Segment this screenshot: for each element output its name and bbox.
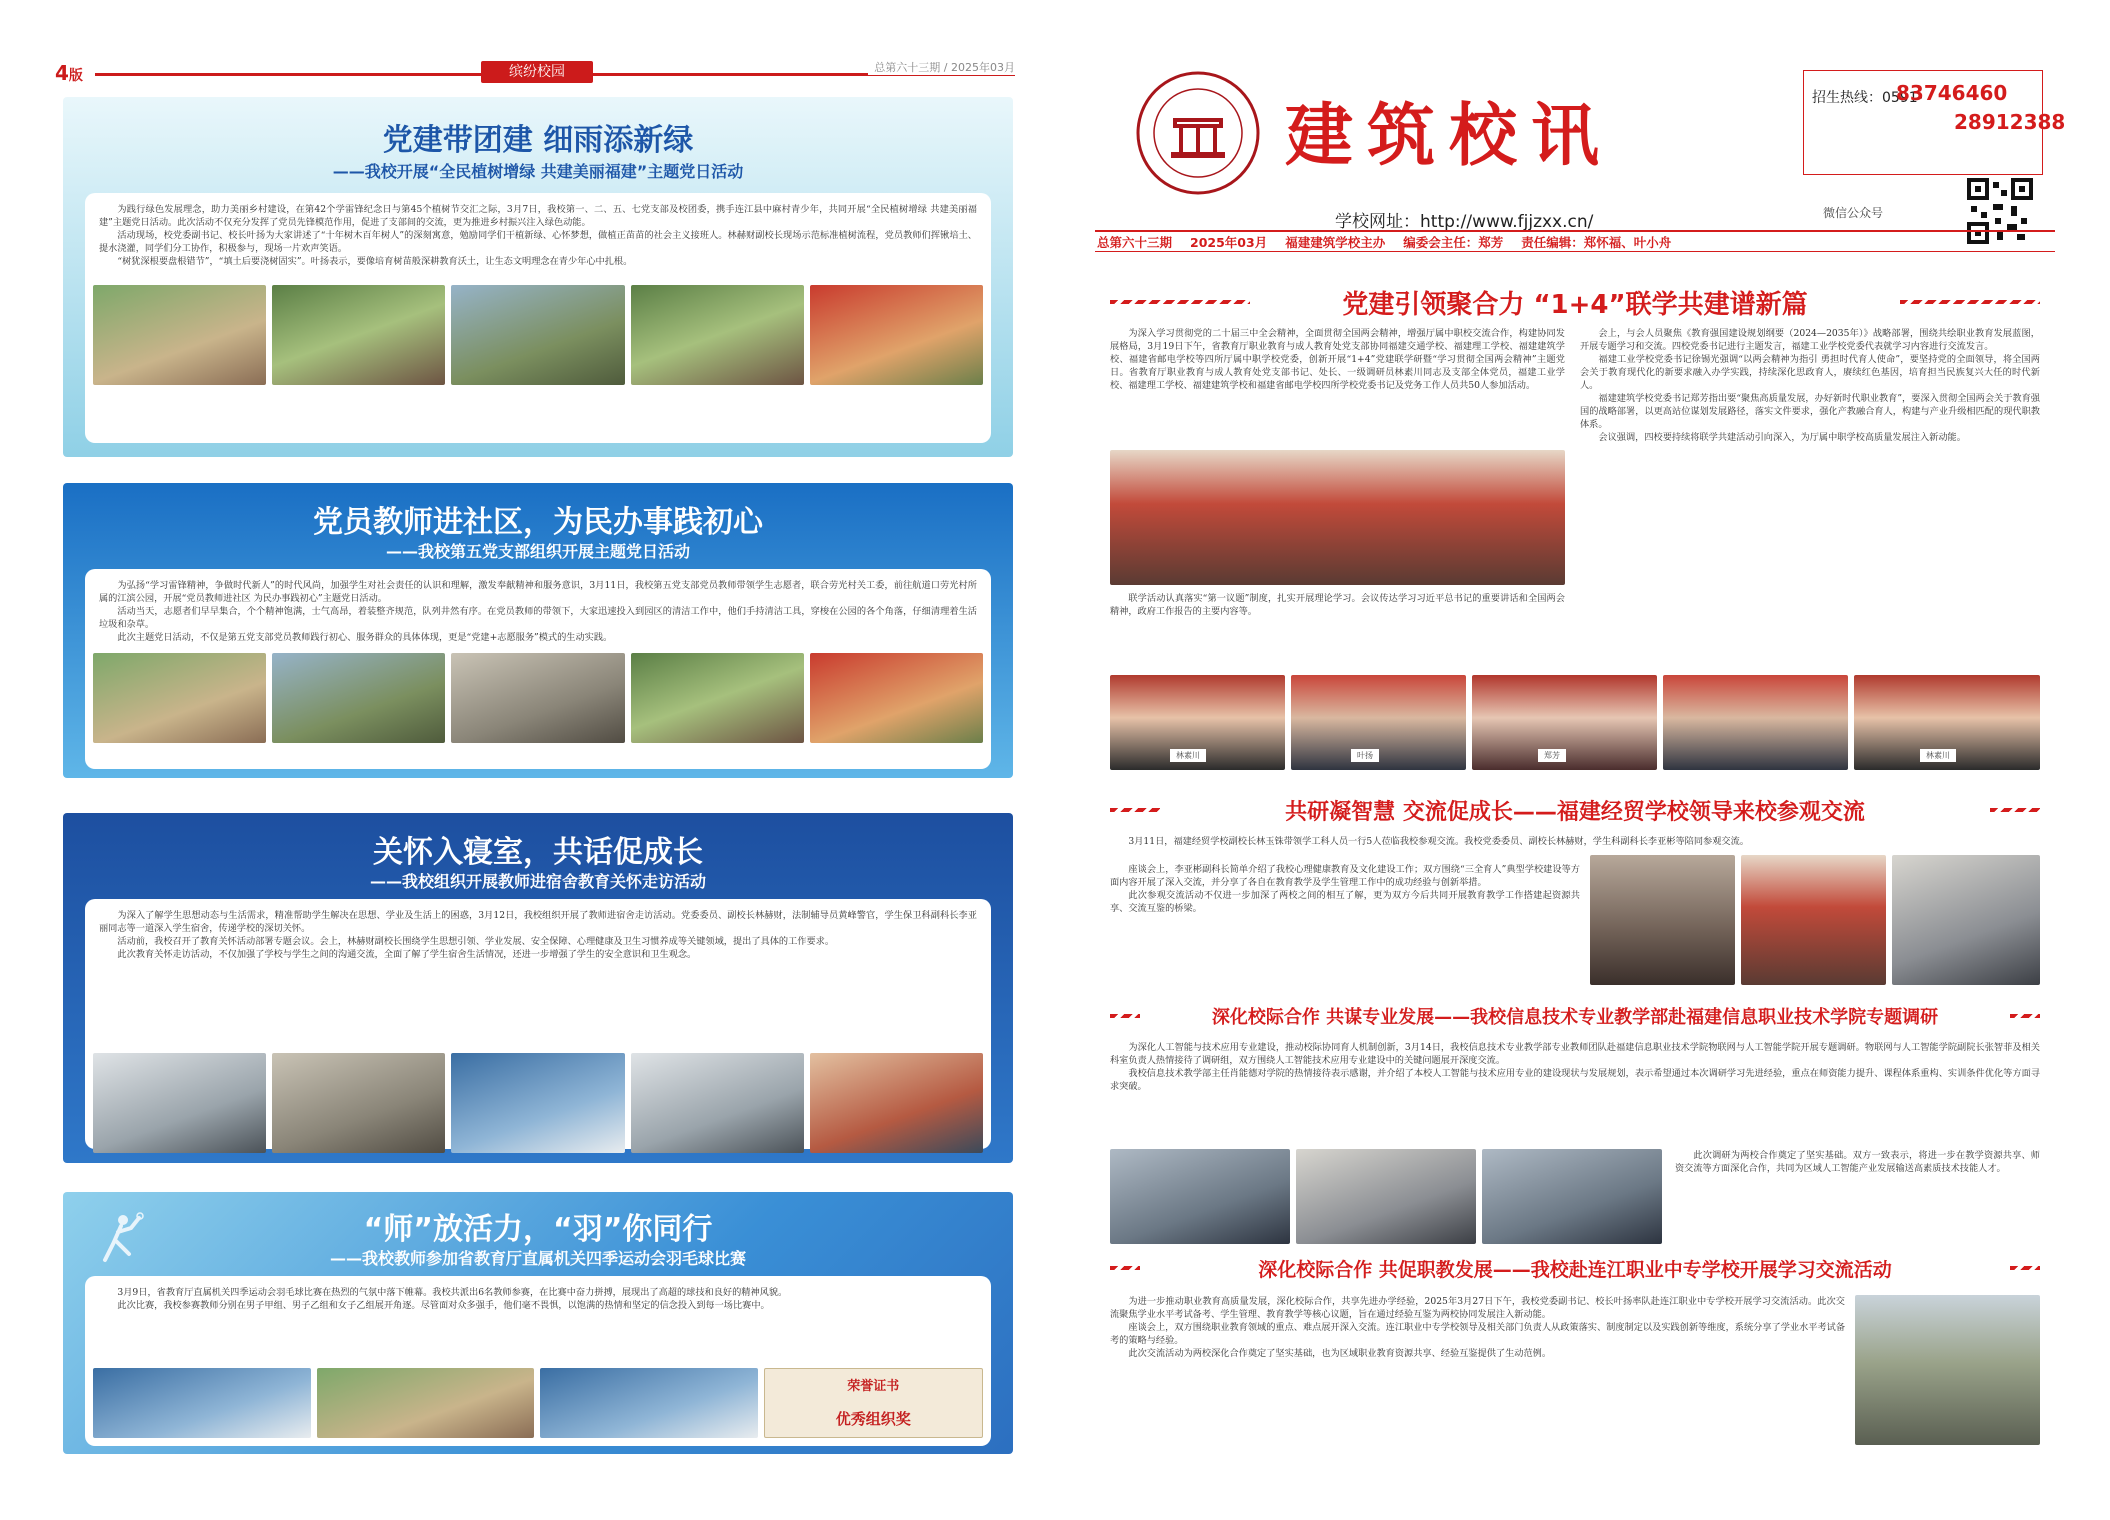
photo-lab-3 xyxy=(1482,1149,1662,1244)
editors: 责任编辑：郑怀福、叶小舟 xyxy=(1521,234,1672,250)
article-tree-planting xyxy=(63,97,1013,457)
paragraph: 为深入学习贯彻党的二十届三中全会精神，全面贯彻全国两会精神，增强厅属中职校交流合作，构建协同发展格局，3月19日下午，省教育厅职业教育与成人教育处党支部协同福建交通学校、福建理工学校、福建建筑学校、福建省邮电学校等四所厅属中职学校党委，创新开展“1+4”党建联学研暨“学习贯彻全国两会精神”主题党日。省教育厅职业教育与成人教育处党支部书记、处长、一级调研员林素川同志及支部全体党员，福建工业学校、福建理工学校、福建建筑学校和福建省邮电学校四所学校党委书记及党务工作人员共50人参加活动。 xyxy=(1110,328,1565,391)
photo xyxy=(451,653,624,743)
headline-stripe xyxy=(1110,1014,1140,1018)
paragraph: 座谈会上，双方围绕职业教育领域的重点、难点展开深入交流。连江职业中专学校领导及相关部门负责人从政策落实、制度制定以及实践创新等维度，系统分享了学业水平考试备考的策略与经验。 xyxy=(1110,1322,1846,1346)
headline-stripe xyxy=(1110,300,1250,304)
photo-speaker-3: 郑芳 xyxy=(1472,675,1657,770)
left-page xyxy=(55,55,1015,1455)
hotline-number-2: 28912388 xyxy=(1954,110,2066,134)
right-page xyxy=(1095,55,2066,1455)
paragraph: 此次比赛，我校参赛教师分别在男子甲组、男子乙组和女子乙组展开角逐。尽管面对众多强手，他们毫不畏惧，以饱满的热情和坚定的信念投入到每一场比赛中。 xyxy=(117,1300,770,1311)
article-community-service xyxy=(63,483,1013,778)
photo xyxy=(272,1053,445,1153)
photo xyxy=(810,653,983,743)
photo xyxy=(272,285,445,385)
headline-stripe xyxy=(2010,1014,2040,1018)
paragraph: 为弘扬“学习雷锋精神，争做时代新人”的时代风尚，加强学生对社会责任的认识和理解，激发奉献精神和服务意识，3月11日，我校第五党支部党员教师带领学生志愿者，联合劳光村关工委，前往航道口劳光村所属的江滨公园，开展“党员教师进社区 为民办事践初心”主题党日活动。 xyxy=(99,580,977,604)
hotline-number-1: 83746460 xyxy=(1896,81,2008,105)
paragraph: 活动前，我校召开了教育关怀活动部署专题会议。会上，林赫财副校长围绕学生思想引领、学业发展、安全保障、心理健康及卫生习惯养成等关键领域，提出了具体的工作要求。 xyxy=(117,936,835,947)
paragraph: 为深化人工智能与技术应用专业建设，推动校际协同育人机制创新，3月14日，我校信息技术专业教学部专业教师团队赴福建信息职业技术学院物联网与人工智能学院开展专题调研。物联网与人工智能学院副院长张智菲及相关科室负责人热情接待了调研组，双方围绕人工智能技术应用专业建设中的关键问题展开深度交流。 xyxy=(1110,1042,2040,1066)
article2-body xyxy=(1110,863,1580,915)
wechat-label: 微信公众号 xyxy=(1822,206,1883,220)
photo-meeting-2 xyxy=(1741,855,1886,985)
article-dorm-visit xyxy=(63,813,1013,1163)
article2-intro xyxy=(1110,835,2040,848)
headline-stripe xyxy=(1990,808,2040,812)
website-link[interactable]: http://www.fjjzxx.cn/ xyxy=(1420,212,1594,232)
paragraph: 3月9日，省教育厅直属机关四季运动会羽毛球比赛在热烈的气氛中落下帷幕。我校共派出6名教师参赛，在比赛中奋力拼搏，展现出了高超的球技和良好的精神风貌。 xyxy=(117,1287,788,1298)
paragraph: 会上，与会人员聚焦《教育强国建设规划纲要（2024—2035年）》战略部署，围绕共绘职业教育发展蓝图，开展专题学习和交流。四校党委书记进行主题发言，福建工业学校党委代表就学习内容进行交流发言。 xyxy=(1580,328,2040,352)
headline-stripe xyxy=(1900,300,2040,304)
article-title: 关怀入寝室，共话促成长 xyxy=(373,835,703,870)
paragraph: 此次参观交流活动不仅进一步加深了两校之间的相互了解，更为双方今后共同开展教育教学工作搭建起资源共享、交流互鉴的桥梁。 xyxy=(1110,890,1580,914)
photo-speaker-4 xyxy=(1663,675,1848,770)
photo xyxy=(93,653,266,743)
article-title: 党建带团建 细雨添新绿 xyxy=(382,123,694,158)
photo-strip xyxy=(93,285,983,385)
hotline-box xyxy=(1803,70,2066,175)
article3-body-cont xyxy=(1675,1149,2040,1175)
photo-dormitory xyxy=(1892,855,2040,985)
section-tag: 缤纷校园 xyxy=(481,61,593,83)
photo xyxy=(631,653,804,743)
photo xyxy=(810,1053,983,1153)
issue-label: 总第六十三期 / 2025年03月 xyxy=(868,59,1015,75)
issue-info-bar xyxy=(1095,230,2055,252)
photo-strip xyxy=(93,1053,983,1153)
page-number: 4版 xyxy=(55,61,83,85)
photo-school-gate xyxy=(1855,1295,2040,1445)
paragraph: “树犹深根要盘根错节”，“填土后要浇树固实”。叶扬表示，要像培育树苗般深耕教育沃土，让生态文明理念在青少年心中扎根。 xyxy=(117,256,633,267)
certificate-photo xyxy=(764,1368,984,1438)
photo xyxy=(540,1368,758,1438)
photo-strip xyxy=(93,1368,983,1438)
photo xyxy=(810,285,983,385)
paragraph: 为进一步推动职业教育高质量发展，深化校际合作，共享先进办学经验，2025年3月27日下午，我校党委副书记、校长叶扬率队赴连江职业中专学校开展学习交流活动。此次交流聚焦学业水平考试备考、学生管理、教育教学等核心议题，旨在通过经验互鉴为两校协同发展注入新动能。 xyxy=(1110,1296,1845,1320)
paragraph: 活动当天，志愿者们早早集合，个个精神饱满，士气高昂，着装整齐规范，队列井然有序。在党员教师的带领下，大家迅速投入到园区的清洁工作中，他们手持清洁工具，穿梭在公园的各个角落，仔细清理着生活垃圾和杂草。 xyxy=(99,606,977,630)
chief-editor: 编委会主任：郑芳 xyxy=(1403,234,1504,250)
photo xyxy=(317,1368,535,1438)
newspaper-brand: 建筑校讯 xyxy=(1285,96,1614,176)
article-title: 党员教师进社区，为民办事践初心 xyxy=(313,505,763,540)
article-subtitle: ——我校组织开展教师进宿舍教育关怀走访活动 xyxy=(369,872,706,891)
photo-signing-ceremony xyxy=(1110,450,1565,585)
article1-column-1-cont xyxy=(1110,592,1565,618)
paragraph: 此次教育关怀走访活动，不仅加强了学校与学生之间的沟通交流，全面了解了学生宿舍生活情况，还进一步增强了学生的安全意识和卫生观念。 xyxy=(117,949,697,960)
paragraph: 联学活动认真落实“第一议题”制度，扎实开展理论学习。会议传达学习习近平总书记的重要讲话和全国两会精神，政府工作报告的主要内容等。 xyxy=(1110,593,1565,617)
article-subtitle: ——我校开展“全民植树增绿 共建美丽福建”主题党日活动 xyxy=(332,162,744,181)
photo xyxy=(93,285,266,385)
paragraph: 座谈会上，李亚彬副科长简单介绍了我校心理健康教育及文化建设工作；双方围绕“三全育人”典型学校建设等方面内容开展了深入交流，并分享了各自在教育教学及学生管理工作中的成功经验与创新举措。 xyxy=(1110,864,1580,888)
photo-lab-2 xyxy=(1296,1149,1476,1244)
left-page-header xyxy=(55,61,1015,85)
photo xyxy=(93,1368,311,1438)
paragraph: 3月11日，福建经贸学校副校长林玉铢带领学工科人员一行5人莅临我校参观交流。我校党委委员、副校长林赫财，学生科副科长李亚彬等陪同参观交流。 xyxy=(1128,836,1749,847)
paragraph: 此次调研为两校合作奠定了坚实基础。双方一致表示，将进一步在教学资源共享、师资交流等方面深化合作，共同为区域人工智能产业发展输送高素质技术技能人才。 xyxy=(1675,1150,2040,1174)
paragraph: 为深入了解学生思想动态与生活需求，精准帮助学生解决在思想、学业及生活上的困惑，3月12日，我校组织开展了教师进宿舍走访活动。党委委员、副校长林赫财，法制辅导员黄峰警官，学生保卫科副科长李亚丽同志等一道深入学生宿舍，传递学校的深切关怀。 xyxy=(99,910,977,934)
website: 学校网址：http://www.fjjzxx.cn/ xyxy=(1335,212,1594,232)
paragraph: 福建工业学校党委书记徐锡光强调“以两会精神为指引 勇担时代育人使命”，要坚持党的全面领导，将全国两会关于教育现代化的新要求融入办学实践，持续深化思政育人，赓续红色基因，培育担当民族复兴大任的时代新人。 xyxy=(1580,354,2040,391)
sponsor: 福建建筑学校主办 xyxy=(1285,234,1386,250)
photo-speaker-2: 叶扬 xyxy=(1291,675,1466,770)
paragraph: 为践行绿色发展理念，助力美丽乡村建设，在第42个学雷锋纪念日与第45个植树节交汇之际，3月7日，我校第一、二、五、七党支部及校团委，携手连江县中麻村青少年，共同开展“全民植树增绿 共建美丽福建”主题党日活动。此次活动不仅充分发挥了党员先锋模范作用，促进了支部间的交流，更为推进乡村振兴注入绿色动能。 xyxy=(99,204,977,228)
article-badminton xyxy=(63,1192,1013,1454)
photo-speaker-1: 林素川 xyxy=(1110,675,1285,770)
paragraph: 会议强调，四校要持续将联学共建活动引向深入，为厅属中职学校高质量发展注入新动能。 xyxy=(1598,432,1966,443)
photo xyxy=(451,1053,624,1153)
issue-number: 总第六十三期 xyxy=(1097,234,1173,250)
photo xyxy=(631,1053,804,1153)
photo-meeting-1 xyxy=(1590,855,1735,985)
paragraph: 此次交流活动为两校深化合作奠定了坚实基础，也为区域职业教育资源共享、经验互鉴提供了生动范例。 xyxy=(1128,1348,1552,1359)
photo xyxy=(93,1053,266,1153)
article4-body xyxy=(1110,1295,1845,1360)
paragraph: 我校信息技术教学部主任肖能德对学院的热情接待表示感谢，并介绍了本校人工智能与技术应用专业的建设现状与发展规划，表示希望通过本次调研学习先进经验，重点在师资能力提升、课程体系重构、实训条件优化等方面寻求突破。 xyxy=(1110,1068,2040,1092)
photo-lab-1 xyxy=(1110,1149,1290,1244)
paragraph: 此次主题党日活动，不仅是第五党支部党员教师践行初心、服务群众的具体体现，更是“党建+志愿服务”模式的生动实践。 xyxy=(117,632,613,643)
article-subtitle: ——我校教师参加省教育厅直属机关四季运动会羽毛球比赛 xyxy=(329,1249,746,1268)
photo xyxy=(451,285,624,385)
certificate-title: 荣誉证书 xyxy=(847,1379,900,1394)
article-title: “师”放活力，“羽”你同行 xyxy=(363,1212,713,1247)
headline-visit-exchange: 共研凝智慧 交流促成长——福建经贸学校领导来校参观交流 xyxy=(1110,793,2040,827)
masthead xyxy=(1095,70,2066,245)
headline-party-building: 党建引领聚合力 “1+4”联学共建谱新篇 xyxy=(1110,285,2040,319)
headline-research-visit: 深化校际合作 共谋专业发展——我校信息技术专业教学部赴福建信息职业技术学院专题调研 xyxy=(1110,999,2040,1033)
article1-column-2 xyxy=(1580,327,2040,444)
paragraph: 福建建筑学校党委书记郑芳指出要“聚焦高质量发展，办好新时代职业教育”，要深入贯彻全国两会关于教育强国的战略部署，以更高站位谋划发展路径，落实文件要求，强化产教融合育人，构建与产业升级相匹配的现代职教体系。 xyxy=(1580,393,2040,430)
photo-strip xyxy=(93,653,983,743)
headline-stripe xyxy=(1110,808,1160,812)
photo-speaker-5: 林素川 xyxy=(1854,675,2040,770)
photo xyxy=(272,653,445,743)
article1-column-1 xyxy=(1110,327,1565,392)
headline-stripe xyxy=(2010,1266,2040,1270)
headline-lianjiang-exchange: 深化校际合作 共促职教发展——我校赴连江职业中专学校开展学习交流活动 xyxy=(1110,1251,2040,1285)
photo xyxy=(631,285,804,385)
article-subtitle: ——我校第五党支部组织开展主题党日活动 xyxy=(385,542,690,561)
headline-stripe xyxy=(1110,1266,1140,1270)
article3-body xyxy=(1110,1041,2040,1093)
issue-date: 2025年03月 xyxy=(1190,234,1268,250)
school-logo xyxy=(1135,70,1261,196)
certificate-award: 优秀组织奖 xyxy=(835,1410,911,1428)
hotline-label: 招生热线：0591- xyxy=(1812,90,1923,106)
paragraph: 活动现场，校党委副书记、校长叶扬为大家讲述了“十年树木百年树人”的深刻寓意，勉励同学们干植新绿、心怀梦想，做植正苗苗的社会主义接班人。林赫财副校长现场示范标准植树流程，党员教师们挥锹培土、提水浇灌，同学们分工协作，积极参与，现场一片欢声笑语。 xyxy=(99,230,977,254)
